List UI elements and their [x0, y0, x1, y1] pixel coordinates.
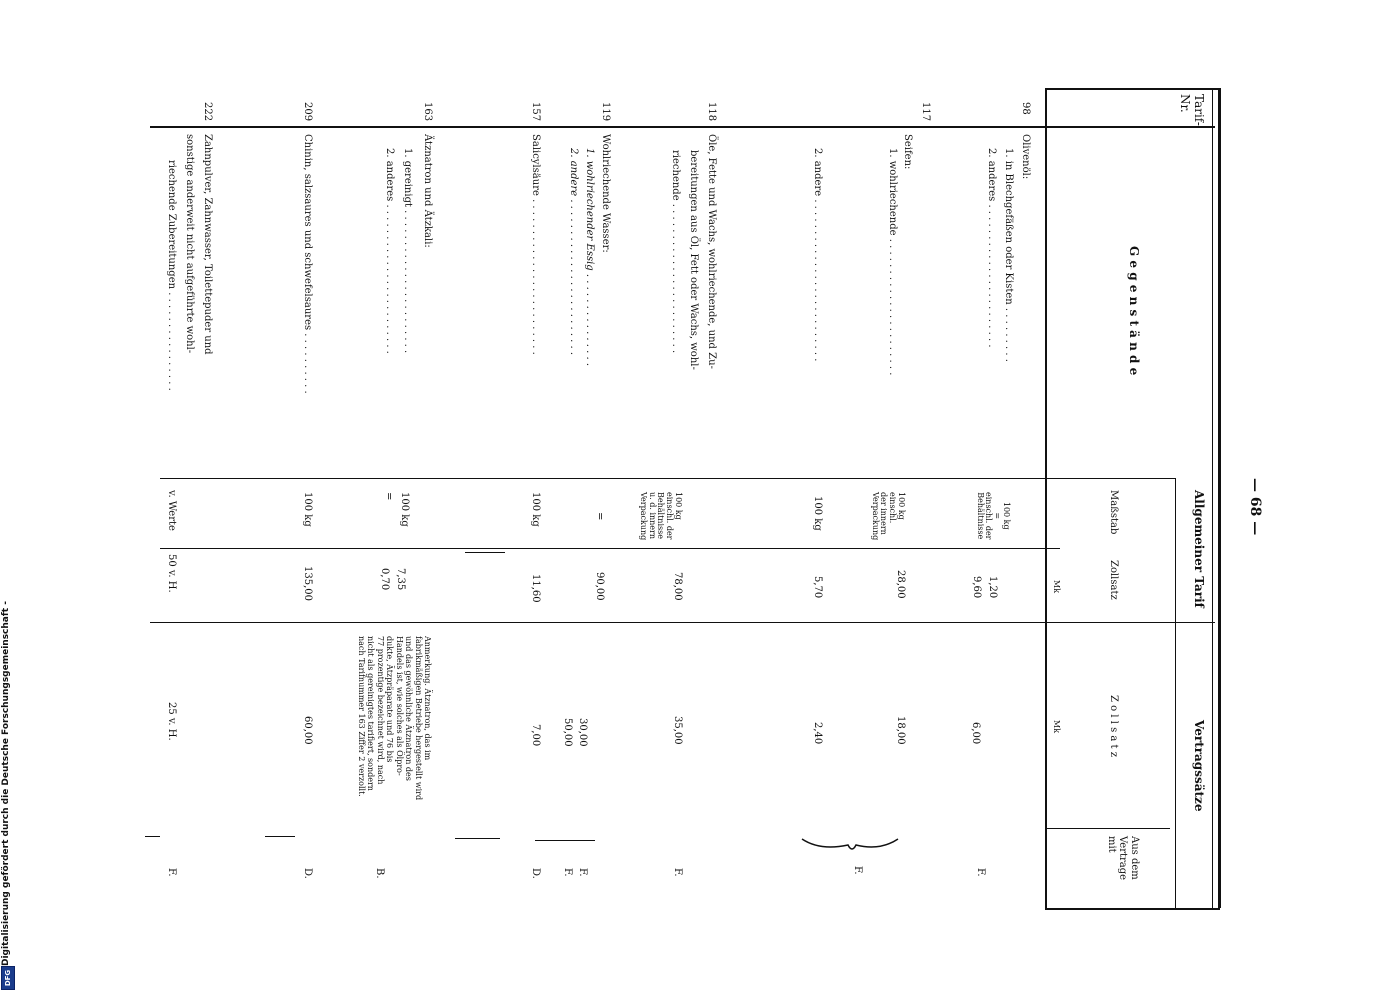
col-divider-gegenstaende [160, 478, 1175, 479]
row-163-mit: B. [374, 868, 385, 879]
row-98-vertrag: 6,00 [970, 722, 981, 745]
row-163-line-1: Ätznatron und Ätzkali: [422, 134, 433, 248]
header-aus-dem-vertrage: Aus dem Vertrage mit [1106, 836, 1140, 881]
row-209-line-1: Chinin, salzsaures und schwefelsaures . . . . . . . . . . [302, 134, 313, 394]
row-119-line-3: 2. andere . . . . . . . . . . . . . . . . . . . . . . . . . [568, 148, 579, 356]
row-117-massstab: 100 kg einschl. der innern Verpackung [870, 492, 906, 541]
col-divider-massstab [160, 548, 1060, 549]
row-117-line-1: Seifen: [902, 134, 913, 170]
row-sep-5 [145, 836, 160, 837]
row-119-line-1: Wohlriechende Wasser: [600, 134, 611, 253]
header-massstab: Maßstab [1108, 490, 1119, 535]
row-118-mit: F. [672, 868, 683, 877]
row-157-zoll: 11,60 [530, 574, 541, 603]
top-rule [1045, 88, 1220, 90]
row-sep-4 [265, 836, 295, 837]
row-117-line-2: 1. wohlriechende . . . . . . . . . . . . . . . . . . . . . . [887, 148, 898, 376]
row-118-massstab: 100 kg einschl. der Behältnisse u. d. innern Verpackung [638, 492, 683, 541]
row-118-line-1: Öle, Fette und Wachs, wohlriechende, und Zu- [706, 134, 717, 369]
page-number: — 68 — [1247, 478, 1263, 536]
header-vertragssaetze: Vertragssätze [1192, 720, 1206, 812]
row-117-line-4: 2. andere . . . . . . . . . . . . . . . . . . . . . . . . . . [812, 148, 823, 362]
row-118-zoll: 78,00 [672, 572, 683, 601]
row-sep-3 [455, 838, 500, 839]
row-222-line-1: Zahnpulver, Zahnwasser, Toilettepuder und [202, 134, 213, 355]
row-209-zoll: 135,00 [302, 566, 313, 601]
row-209-massstab: 100 kg [302, 492, 313, 527]
row-163-zoll: 7,35 0,70 [379, 568, 406, 591]
row-98-zoll: 1,20 9,60 [971, 576, 998, 599]
row-98-nr: 98 [1020, 102, 1031, 115]
digitization-credit [1, 601, 14, 966]
col-divider-vertrag [1045, 828, 1170, 829]
row-222-mit: F. [166, 868, 177, 877]
col-divider-allgemein [150, 622, 1215, 623]
row-98-massstab: 100 kg = einschl. der Behältnisse [975, 492, 1011, 540]
row-157-nr: 157 [530, 102, 541, 122]
row-222-nr: 222 [202, 102, 213, 122]
outer-right-rule [1218, 88, 1221, 908]
col-divider-nr [150, 126, 1215, 128]
row-163-line-2: 1. gereinigt . . . . . . . . . . . . . . . . . . . . . . . [402, 148, 413, 354]
row-119-nr: 119 [600, 102, 611, 122]
row-117-nr: 117 [920, 102, 931, 122]
credit-text: Digitalisierung gefördert durch die Deutsche Forschungsgemeinschaft - [1, 601, 11, 966]
row-209-nr: 209 [302, 102, 313, 122]
header-allgemeiner-tarif: Allgemeiner Tarif [1192, 490, 1206, 608]
row-117-zoll: 28,00 [895, 570, 906, 599]
header-zollsatz-vertrag: Z o l l s a t z [1108, 695, 1119, 757]
row-98-line-1: Olivenöl: [1020, 134, 1031, 180]
row-222-line-3: riechende Zubereitungen . . . . . . . . . . . . . . . . [166, 160, 177, 391]
unit-mk-vertrag: Mk [1052, 720, 1061, 734]
inner-right-rule [1212, 90, 1213, 908]
row-119-mit: F. F. [562, 868, 588, 877]
row-157-vertrag: 7,00 [530, 724, 541, 747]
row-163-nr: 163 [422, 102, 433, 122]
row-209-vertrag: 60,00 [302, 716, 313, 745]
header-subrule [1175, 478, 1176, 908]
row-117-mit: F. [852, 866, 863, 875]
dfg-logo-text: DFG [4, 969, 12, 987]
row-117-vertrag-2: 2,40 [812, 722, 823, 745]
row-119-line-2: 1. wohlriechender Essig . . . . . . . . . . . . . . . [584, 148, 595, 367]
row-98-line-3: 2. anderes . . . . . . . . . . . . . . . . . . . . . . . [986, 148, 997, 348]
header-tarif-nr: Tarif- Nr. [1178, 94, 1206, 126]
row-sep-2 [535, 840, 595, 841]
row-163-line-3: 2. anderes . . . . . . . . . . . . . . . . . . . . . . . . [384, 148, 395, 354]
row-117-brace [800, 835, 900, 855]
row-163-anmerkung: Anmerkung. Ätznatron, das im fabrikmäßigen Betriebe hergestellt wird und das gewöhnliche Ätznatron des Handels ist, wie solches als Ölpro- dukte, Ätzpräparate und 76 bis 77 prozentige bezeichnet wird, nach nicht als gereinigtes tarifiert, sondern nach Tarifnummer 163 Ziffer 2 verzollt. [356, 636, 432, 801]
row-sep-1 [465, 552, 505, 553]
row-118-vertrag: 35,00 [672, 716, 683, 745]
row-98-line-2: 1. in Blechgefäßen oder Kisten . . . . . . . . . [1003, 148, 1014, 362]
row-118-nr: 118 [706, 102, 717, 122]
row-117-vertrag: 18,00 [895, 716, 906, 745]
row-222-zoll: 50 v. H. [166, 554, 177, 593]
row-119-zoll: 90,00 [594, 572, 605, 601]
row-222-vertrag: 25 v. H. [166, 702, 177, 741]
header-gegenstaende: G e g e n s t ä n d e [1127, 246, 1141, 376]
bottom-rule [1045, 908, 1220, 910]
row-118-line-3: riechende . . . . . . . . . . . . . . . . . . . . . . . . [670, 150, 681, 354]
row-209-mit: D. [302, 868, 313, 879]
row-222-massstab: v. Werte [166, 490, 177, 531]
row-117-massstab-2: 100 kg [812, 496, 823, 531]
unit-mk-tarif: Mk [1052, 580, 1061, 594]
header-zollsatz: Zollsatz [1108, 560, 1119, 600]
row-222-line-2: sonstige anderweit nicht aufgeführte wohl- [184, 134, 195, 354]
header-bottom-rule [1045, 88, 1047, 908]
row-117-zoll-2: 5,70 [812, 576, 823, 599]
row-118-line-2: bereitungen aus Öl, Fett oder Wachs, wohl- [688, 150, 699, 370]
row-98-mit: F. [975, 868, 986, 877]
row-157-massstab: 100 kg [530, 492, 541, 527]
row-163-massstab: 100 kg = [383, 492, 410, 527]
dfg-logo [1, 966, 15, 990]
row-157-mit: D. [530, 868, 541, 879]
row-119-vertrag: 30,00 50,00 [562, 718, 588, 747]
row-119-massstab: = [594, 512, 605, 521]
row-157-line-1: Salicylsäure . . . . . . . . . . . . . . . . . . . . . . . . . [530, 134, 541, 355]
